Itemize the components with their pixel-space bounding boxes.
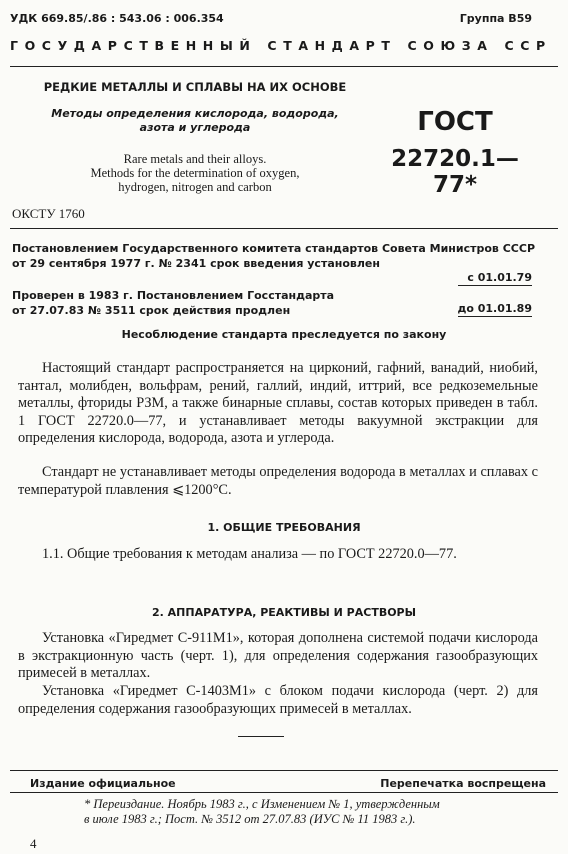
intro-paragraph-1: Настоящий стандарт распространяется на цирконий, гафний, ванадий, ниобий, тантал, молибден, вольфрам, рений, галлий, индий, иттрий, все редкоземельные металлы, фториды РЗМ, а также бинарные сплавы, состав которых приведен в табл. 1 ГОСТ 22720.0—77, и устанавливает методы вакуумной экстракции для определения кислорода, водорода, азота и углерода. [18, 360, 538, 447]
title-en-line3: hydrogen, nitrogen and carbon [118, 180, 272, 194]
gost-number: 22720.1—77* [391, 146, 519, 198]
section-2-heading: 2. АППАРАТУРА, РЕАКТИВЫ И РАСТВОРЫ [151, 606, 417, 619]
decree-line1: Постановлением Государственного комитета стандартов Совета Министров СССР [12, 242, 535, 255]
title-divider [10, 228, 558, 229]
introduction-date: с 01.01.79 [467, 271, 532, 284]
decree-block [12, 242, 547, 271]
date2-underline [458, 316, 532, 317]
date1-underline [458, 285, 532, 286]
decree-line4: от 27.07.83 № 3511 срок действия продлен [12, 303, 291, 317]
section-1-paragraph: 1.1. Общие требования к методам анализа — по ГОСТ 22720.0—77. [42, 546, 457, 562]
official-edition: Издание официальное [30, 777, 176, 790]
footnote-line2: в июле 1983 г.; Пост. № 3512 от 27.07.83 (ИУС № 11 1983 г.). [84, 812, 416, 826]
footer-divider [10, 770, 558, 771]
state-standard-heading: ГОСУДАРСТВЕННЫЙ СТАНДАРТ СОЮЗА ССР [10, 38, 552, 53]
title-ru-sub [40, 107, 350, 135]
intro-paragraph-2: Стандарт не устанавливает методы определения водорода в металлах и сплавах с температурой плавления ⩽1200°С. [18, 464, 538, 498]
decree-line2: от 29 сентября 1977 г. № 2341 срок введения установлен [12, 256, 380, 270]
title-en-line1: Rare metals and their alloys. [123, 152, 267, 166]
section-2-paragraph-1: Установка «Гиредмет С-911М1», которая дополнена системой подачи кислорода в экстракционную часть (черт. 1), для определения содержания газообразующих примесей в металлах. [18, 630, 538, 682]
gost-label: ГОСТ [417, 107, 493, 137]
footnote-line1: * Переиздание. Ноябрь 1983 г., с Изменением № 1, утвержденным [84, 797, 440, 811]
text-end-divider [238, 736, 284, 737]
okstu-code: ОКСТУ 1760 [12, 206, 85, 221]
footnote-divider [10, 792, 558, 793]
title-en [40, 152, 350, 194]
title-ru-main: РЕДКИЕ МЕТАЛЛЫ И СПЛАВЫ НА ИХ ОСНОВЕ [43, 80, 347, 94]
decree-line3: Проверен в 1983 г. Постановлением Госстандарта [12, 289, 335, 302]
header-divider [10, 66, 558, 67]
group-code: Группа В59 [459, 12, 532, 25]
title-ru-sub-line2: азота и углерода [139, 121, 251, 134]
reprint-prohibited: Перепечатка воспрещена [380, 777, 546, 790]
title-en-line2: Methods for the determination of oxygen, [90, 166, 300, 180]
validity-date: до 01.01.89 [457, 302, 532, 315]
udk-code: УДК 669.85/.86 : 543.06 : 006.354 [10, 12, 224, 25]
section-2-paragraph-2: Установка «Гиредмет С-1403М1» с блоком подачи кислорода (черт. 2) для определения содержания газообразующих примесей в металлах. [18, 683, 538, 717]
title-ru-sub-line1: Методы определения кислорода, водорода, [51, 107, 339, 120]
page-number: 4 [30, 836, 37, 851]
section-1-heading: 1. ОБЩИЕ ТРЕБОВАНИЯ [207, 521, 361, 534]
legal-notice: Несоблюдение стандарта преследуется по закону [121, 328, 447, 341]
reissue-footnote [84, 797, 504, 827]
